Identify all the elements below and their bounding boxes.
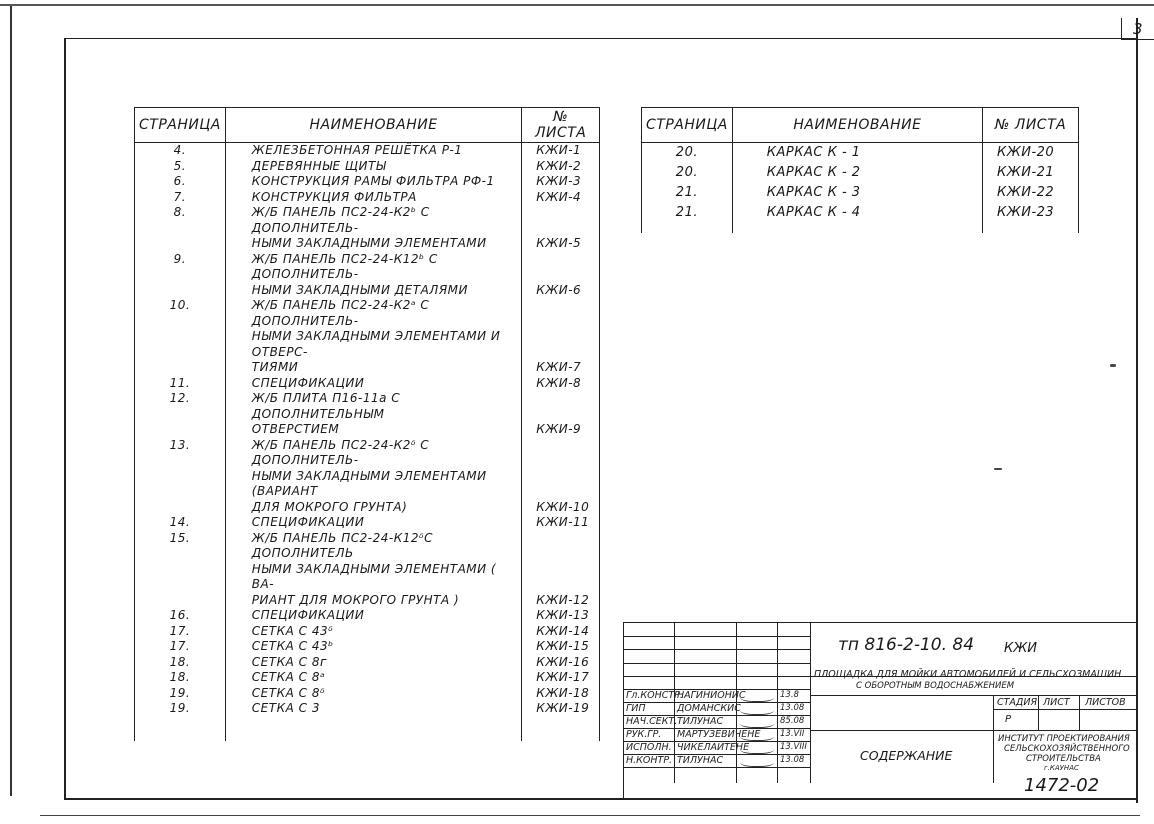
row-name: СЕТКА С 43ᵇ (225, 639, 522, 655)
title-block (623, 622, 1136, 800)
table-row (135, 624, 600, 640)
table-row (135, 670, 600, 686)
handwritten-signature (740, 704, 774, 715)
table-row (135, 329, 600, 360)
row-page: 18. (135, 655, 226, 671)
row-name: НЫМИ ЗАКЛАДНЫМИ ЭЛЕМЕНТАМИ ( ВА- (225, 562, 522, 593)
empty-cell (642, 223, 733, 233)
sheet-bottom-edge (40, 815, 1140, 816)
signature-name: НАГИНИОНИС (677, 690, 746, 701)
stage-value: Р (1005, 714, 1012, 725)
row-sheet (522, 438, 600, 469)
org-line3: СТРОИТЕЛЬСТВА (1026, 754, 1101, 764)
table-row (135, 143, 600, 159)
empty-cell (983, 223, 1079, 233)
signature-name: ЧИКЕЛАЙТЕНЕ (677, 742, 750, 753)
header-sheet: № ЛИСТА (522, 108, 600, 143)
signature-role: Гл.КОНСТР. (626, 690, 683, 701)
row-sheet: КЖИ-20 (997, 145, 1055, 160)
org-line4: г.КАУНАС (1044, 764, 1079, 772)
table-row (135, 608, 600, 624)
row-name: Ж/Б ПАНЕЛЬ ПС2-24-К2ᵃ С ДОПОЛНИТЕЛЬ- (225, 298, 522, 329)
row-sheet: КЖИ-10 (536, 499, 590, 514)
header-page: СТРАНИЦА (135, 108, 226, 143)
row-sheet: КЖИ-21 (997, 165, 1055, 180)
signature-name: ДОМАНСКИС (677, 703, 741, 714)
table-row (135, 531, 600, 562)
row-name: КАРКАС К - 1 (732, 143, 982, 164)
row-name: СЕТКА С 8ᴦ (225, 655, 522, 671)
row-page (135, 360, 226, 376)
row-page: 20. (642, 163, 733, 183)
handwritten-signature (740, 756, 774, 767)
row-name: Ж/Б ПАНЕЛЬ ПС2-24-К12ᵇ С ДОПОЛНИТЕЛЬ- (225, 252, 522, 283)
table-row (135, 252, 600, 283)
row-name: НЫМИ ЗАКЛАДНЫМИ ДЕТАЛЯМИ (225, 283, 522, 299)
signature-role: Н.КОНТР. (626, 755, 673, 766)
row-name: СПЕЦИФИКАЦИИ (225, 608, 522, 624)
row-page (135, 236, 226, 252)
row-page: 18. (135, 670, 226, 686)
table-row (135, 422, 600, 438)
table-spacer-row (135, 717, 600, 741)
ink-mark (994, 468, 1002, 470)
row-page: 13. (135, 438, 226, 469)
signature-date: 13.VII (780, 729, 805, 739)
sheet-left-edge (10, 6, 12, 796)
signature-date: 85.08 (780, 716, 805, 726)
row-name: КАРКАС К - 4 (732, 203, 982, 223)
row-sheet: КЖИ-2 (536, 158, 582, 173)
table-row (135, 593, 600, 609)
object-name-line1: ПЛОЩАДКА ДЛЯ МОЙКИ АВТОМОБИЛЕЙ И СЕЛЬСХОЗМАШИН (814, 669, 1122, 680)
signature-name: ТИЛУНАС (677, 716, 724, 727)
table-row (642, 203, 1079, 223)
row-sheet: КЖИ-8 (536, 375, 582, 390)
empty-cell (732, 223, 982, 233)
row-sheet: КЖИ-17 (536, 670, 590, 684)
row-page: 21. (642, 203, 733, 223)
row-name: КОНСТРУКЦИЯ РАМЫ ФИЛЬТРА РФ-1 (225, 174, 522, 190)
table-row (135, 500, 600, 516)
table-row (135, 174, 600, 190)
row-name: СЕТКА С 8ᵃ (225, 670, 522, 686)
row-sheet: КЖИ-19 (536, 701, 590, 715)
row-name: НЫМИ ЗАКЛАДНЫМИ ЭЛЕМЕНТАМИ И ОТВЕРС- (225, 329, 522, 360)
row-sheet: КЖИ-9 (536, 422, 582, 436)
row-sheet (522, 252, 600, 283)
table-row (642, 163, 1079, 183)
row-page: 4. (135, 143, 226, 159)
row-page (135, 500, 226, 516)
signature-name: ТИЛУНАС (677, 755, 724, 766)
row-page (135, 562, 226, 593)
table-row (135, 376, 600, 392)
row-page: 16. (135, 608, 226, 624)
doc-mark: КЖИ (1004, 641, 1037, 656)
row-sheet (522, 298, 600, 329)
row-sheet (522, 205, 600, 236)
contents-body-left (135, 143, 600, 741)
row-page (135, 469, 226, 500)
signature-role: НАЧ.СЕКТ. (626, 716, 678, 727)
ink-mark (1110, 364, 1116, 367)
row-page: 11. (135, 376, 226, 392)
row-name: КОНСТРУКЦИЯ ФИЛЬТРА (225, 190, 522, 206)
row-name: СПЕЦИФИКАЦИИ (225, 376, 522, 392)
table-row (135, 159, 600, 175)
row-sheet: КЖИ-1 (536, 143, 582, 157)
table-row (135, 298, 600, 329)
row-sheet: КЖИ-16 (536, 654, 590, 669)
table-row (135, 562, 600, 593)
handwritten-signature (740, 717, 774, 728)
row-name: РИАНТ ДЛЯ МОКРОГО ГРУНТА ) (225, 593, 522, 609)
row-sheet: КЖИ-15 (536, 639, 590, 653)
row-sheet: КЖИ-6 (536, 282, 582, 297)
handwritten-signature (740, 691, 774, 702)
table-row (135, 438, 600, 469)
stage-header: СТАДИЯ (997, 697, 1038, 708)
row-name: Ж/Б ПЛИТА П16-11а С ДОПОЛНИТЕЛЬНЫМ (225, 391, 522, 422)
table-spacer-row (642, 223, 1079, 233)
row-sheet (522, 531, 600, 562)
table-row (135, 469, 600, 500)
row-name: Ж/Б ПАНЕЛЬ ПС2-24-К2ᵟ С ДОПОЛНИТЕЛЬ- (225, 438, 522, 469)
row-sheet: КЖИ-11 (536, 515, 590, 529)
empty-cell (225, 717, 522, 741)
row-sheet: КЖИ-23 (997, 205, 1055, 220)
table-row (135, 360, 600, 376)
row-page: 21. (642, 183, 733, 203)
table-row (642, 143, 1079, 164)
header-name: НАИМЕНОВАНИЕ (732, 108, 982, 143)
header-page: СТРАНИЦА (642, 108, 733, 143)
table-row (135, 236, 600, 252)
empty-cell (135, 717, 226, 741)
row-name: Ж/Б ПАНЕЛЬ ПС2-24-К12ᵟС ДОПОЛНИТЕЛЬ (225, 531, 522, 562)
header-name: НАИМЕНОВАНИЕ (225, 108, 522, 143)
row-sheet: КЖИ-3 (536, 174, 582, 188)
row-page: 10. (135, 298, 226, 329)
row-name: КАРКАС К - 2 (732, 163, 982, 183)
row-page: 5. (135, 159, 226, 175)
row-name: СЕТКА С 43ᵟ (225, 624, 522, 640)
row-name: ОТВЕРСТИЕМ (225, 422, 522, 438)
row-page (135, 593, 226, 609)
table-row (135, 701, 600, 717)
table-row (135, 391, 600, 422)
row-name: ДЕРЕВЯННЫЕ ЩИТЫ (225, 159, 522, 175)
row-page: 20. (642, 143, 733, 164)
table-row (135, 655, 600, 671)
table-row (135, 686, 600, 702)
signature-role: ГИП (626, 703, 646, 714)
sheet-title: СОДЕРЖАНИЕ (860, 748, 953, 763)
sheet-header: ЛИСТ (1043, 697, 1070, 708)
row-name: СЕТКА С 8ᵟ (225, 686, 522, 702)
row-name: Ж/Б ПАНЕЛЬ ПС2-24-К2ᵇ С ДОПОЛНИТЕЛЬ- (225, 205, 522, 236)
row-sheet: КЖИ-7 (536, 360, 582, 374)
row-name: НЫМИ ЗАКЛАДНЫМИ ЭЛЕМЕНТАМИ (225, 236, 522, 252)
sheet-number: 3 (1121, 18, 1154, 40)
empty-cell (522, 717, 600, 741)
row-page: 9. (135, 252, 226, 283)
row-name: СПЕЦИФИКАЦИИ (225, 515, 522, 531)
row-sheet: КЖИ-18 (536, 685, 590, 700)
signature-role: РУК.ГР. (626, 729, 662, 740)
row-page: 19. (135, 686, 226, 702)
row-sheet (522, 329, 600, 360)
handwritten-signature (740, 743, 774, 754)
row-page: 14. (135, 515, 226, 531)
row-name: ТИЯМИ (225, 360, 522, 376)
signature-date: 13.08 (780, 703, 805, 713)
row-page (135, 283, 226, 299)
row-sheet: КЖИ-22 (997, 185, 1055, 200)
contents-table-left (134, 107, 600, 741)
org-line1: ИНСТИТУТ ПРОЕКТИРОВАНИЯ (998, 734, 1130, 744)
row-name: НЫМИ ЗАКЛАДНЫМИ ЭЛЕМЕНТАМИ (ВАРИАНТ (225, 469, 522, 500)
signature-date: 13.08 (780, 755, 805, 765)
row-sheet (522, 391, 600, 422)
org-line2: СЕЛЬСКОХОЗЯЙСТВЕННОГО (1004, 744, 1130, 754)
drawing-frame-right (1136, 18, 1138, 803)
row-name: КАРКАС К - 3 (732, 183, 982, 203)
object-name-line2: С ОБОРОТНЫМ ВОДОСНАБЖЕНИЕМ (856, 681, 1015, 691)
table-row (135, 515, 600, 531)
sheets-header: ЛИСТОВ (1085, 697, 1126, 708)
row-page: 12. (135, 391, 226, 422)
signature-role: ИСПОЛН. (626, 742, 672, 753)
signature-date: 13.8 (780, 690, 799, 700)
contents-table-right (641, 107, 1079, 233)
row-sheet: КЖИ-13 (536, 608, 590, 622)
table-row (135, 283, 600, 299)
row-sheet: КЖИ-4 (536, 189, 582, 204)
handwritten-signature (740, 730, 774, 741)
row-page (135, 329, 226, 360)
contents-body-right (642, 143, 1079, 234)
row-sheet (522, 469, 600, 500)
table-row (135, 205, 600, 236)
row-page: 17. (135, 624, 226, 640)
row-page: 19. (135, 701, 226, 717)
row-sheet: КЖИ-5 (536, 236, 582, 250)
signature-date: 13.VIII (780, 742, 807, 752)
row-name: СЕТКА С 3 (225, 701, 522, 717)
row-sheet: КЖИ-12 (536, 592, 590, 607)
row-sheet (522, 562, 600, 593)
bottom-code: 1472-02 (1024, 775, 1100, 796)
sheet-top-edge (0, 4, 1154, 6)
header-sheet: № ЛИСТА (983, 108, 1079, 143)
row-name: ЖЕЛЕЗБЕТОННАЯ РЕШЁТКА Р-1 (225, 143, 522, 159)
row-sheet: КЖИ-14 (536, 623, 590, 638)
table-row (135, 639, 600, 655)
project-code: тп 816-2-10. 84 (838, 635, 975, 655)
table-row (642, 183, 1079, 203)
row-page: 15. (135, 531, 226, 562)
row-page: 8. (135, 205, 226, 236)
row-page: 7. (135, 190, 226, 206)
row-page: 17. (135, 639, 226, 655)
table-row (135, 190, 600, 206)
row-page (135, 422, 226, 438)
signature-name: МАРТУЗЕВИЧЕНЕ (677, 729, 761, 740)
row-page: 6. (135, 174, 226, 190)
row-name: ДЛЯ МОКРОГО ГРУНТА) (225, 500, 522, 516)
